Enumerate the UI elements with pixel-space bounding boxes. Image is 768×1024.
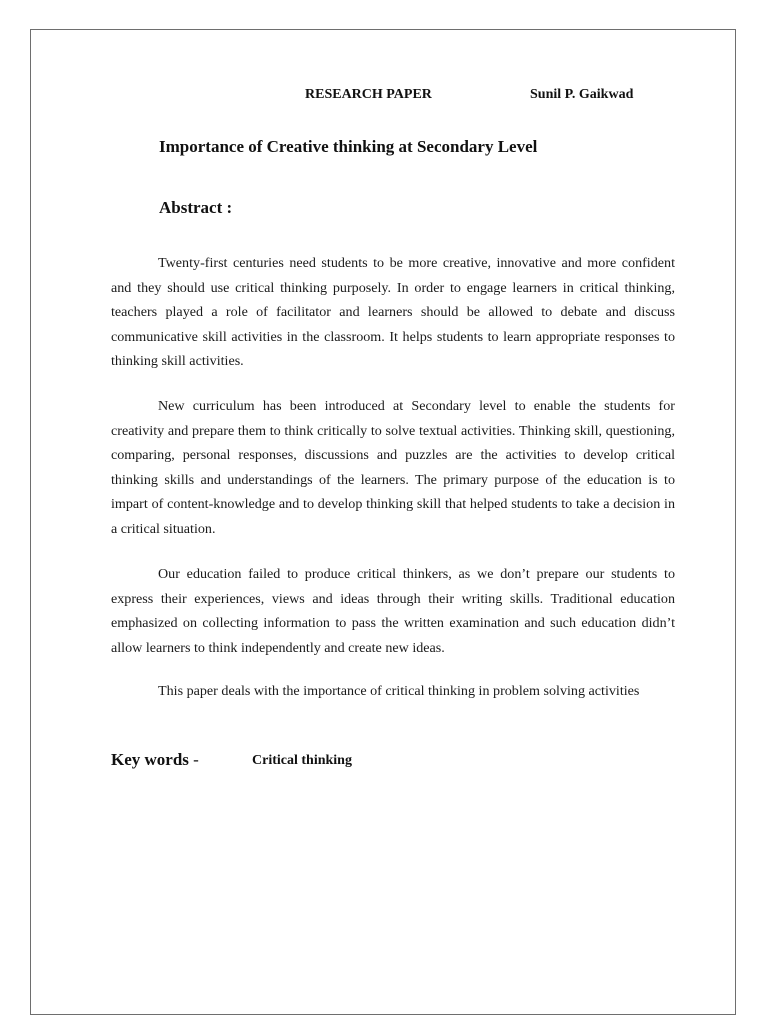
paper-title: Importance of Creative thinking at Secondary Level [159,137,538,156]
keywords-dash: - [193,750,199,769]
abstract-paragraph-3: Our education failed to produce critical thinkers, as we don’t prepare our students to express their experiences, views and ideas through their writing skills. Traditional education emphasized on collecting information to pass the written examination and such education didn’t allow learners to think independently and create new ideas. [111,566,675,656]
keywords-value: Critical thinking [252,753,352,768]
keywords-line [111,750,671,774]
header-label: RESEARCH PAPER [305,87,432,102]
abstract-paragraph-1: Twenty-first centuries need students to be more creative, innovative and more confident and they should use critical thinking purposely. In order to engage learners in critical thinking, teachers played a role of facilitator and learners should be allowed to debate and discuss communicative skill activities in the classroom. It helps students to learn appropriate responses to thinking skill activities. [111,255,675,369]
abstract-heading: Abstract : [159,198,233,217]
abstract-paragraph-4: This paper deals with the importance of critical thinking in problem solving activities [158,683,640,699]
paper-header [0,87,768,107]
keywords-label-group [111,750,199,770]
keywords-label: Key words [111,750,189,769]
abstract-paragraph-2: New curriculum has been introduced at Secondary level to enable the students for creativity and prepare them to think critically to solve textual activities. Thinking skill, questioning, comparing, personal responses, discussions and puzzles are the activities to develop critical thinking skills and understandings of the learners. The primary purpose of the education is to impart of content-knowledge and to develop thinking skill that helped students to take a decision in a critical situation. [111,398,675,537]
author-name: Sunil P. Gaikwad [530,87,634,102]
